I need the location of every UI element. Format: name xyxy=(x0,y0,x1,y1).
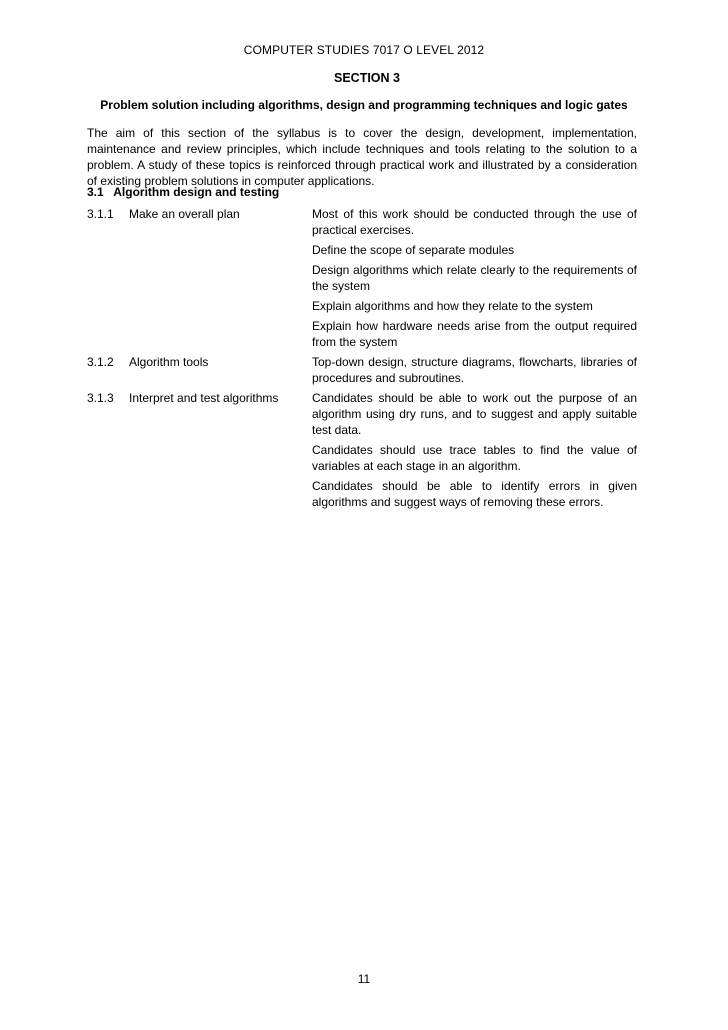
topic-number: 3.1.2 xyxy=(87,355,114,369)
topic-title: Algorithm tools xyxy=(129,355,209,369)
topic-number: 3.1.1 xyxy=(87,207,114,221)
section-title: SECTION 3 xyxy=(334,71,400,85)
topic-label xyxy=(87,354,312,390)
topic-title: Interpret and test algorithms xyxy=(129,391,279,405)
topic-row xyxy=(87,206,637,354)
topic-content xyxy=(312,354,637,390)
topic-item: Explain how hardware needs arise from the output required from the system xyxy=(312,319,637,349)
section-subtitle: Problem solution including algorithms, design and programming techniques and logic gates xyxy=(100,98,628,112)
topic-row xyxy=(87,354,637,390)
subsection-title: Algorithm design and testing xyxy=(113,185,280,199)
page-number: 11 xyxy=(357,972,371,986)
topic-item: Candidates should be able to work out the purpose of an algorithm using dry runs, and to suggest and apply suitable test data. xyxy=(312,391,637,437)
topic-item: Top-down design, structure diagrams, flowcharts, libraries of procedures and subroutines. xyxy=(312,355,637,385)
topic-item: Most of this work should be conducted through the use of practical exercises. xyxy=(312,207,637,237)
subsection-number: 3.1 xyxy=(87,185,104,199)
topic-item: Candidates should be able to identify errors in given algorithms and suggest ways of removing these errors. xyxy=(312,479,637,509)
page-header: COMPUTER STUDIES 7017 O LEVEL 2012 xyxy=(243,43,485,57)
topic-item: Explain algorithms and how they relate to the system xyxy=(312,299,593,313)
topic-number: 3.1.3 xyxy=(87,391,114,405)
subsection-heading xyxy=(87,184,279,200)
topic-label xyxy=(87,390,312,514)
topic-item: Define the scope of separate modules xyxy=(312,243,515,257)
topic-title: Make an overall plan xyxy=(129,207,240,221)
topic-label xyxy=(87,206,312,354)
topic-item: Candidates should use trace tables to find the value of variables at each stage in an algorithm. xyxy=(312,443,637,473)
topic-content xyxy=(312,206,637,354)
topic-row xyxy=(87,390,637,514)
topic-item: Design algorithms which relate clearly to the requirements of the system xyxy=(312,263,637,293)
topics-table xyxy=(87,206,637,514)
topic-content xyxy=(312,390,637,514)
section-intro-paragraph: The aim of this section of the syllabus is to cover the design, development, implementation, maintenance and review principles, which include techniques and tools relating to the solution to a problem. A study of these topics is reinforced through practical work and illustrated by a consideration of existing problem solutions in computer applications. xyxy=(87,126,637,188)
